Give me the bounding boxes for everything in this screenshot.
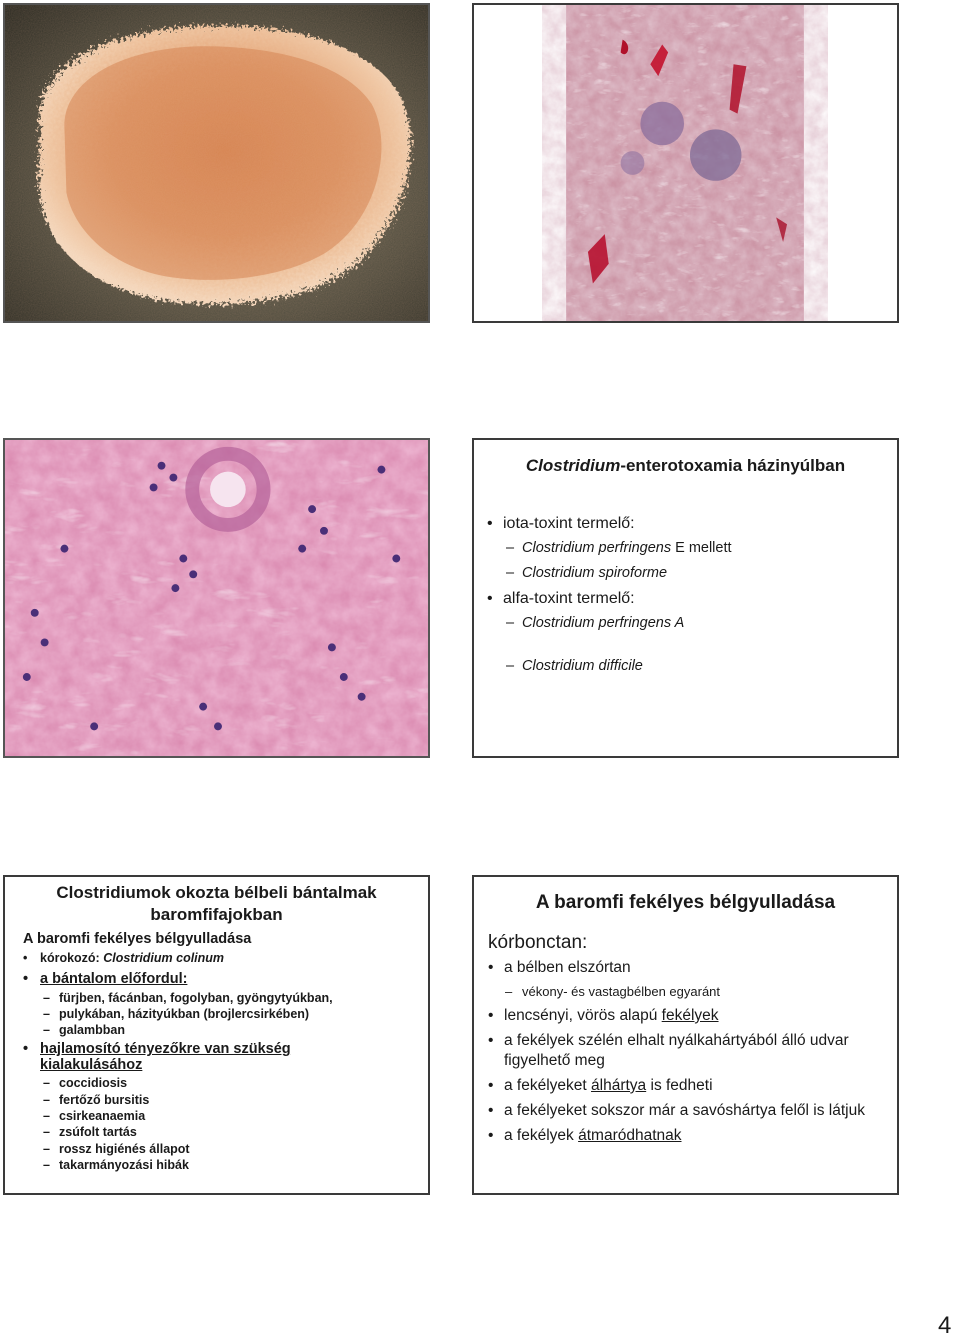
kidney-histology-low-mag-image — [474, 5, 897, 321]
bullet-item — [474, 1006, 897, 1026]
bullet-text: a fekélyek — [504, 1127, 579, 1144]
occurrence-item: – fürjben, fácánban, fogolyban, gyöngytyúkban, — [23, 990, 428, 1006]
bullet-pathogen — [23, 951, 428, 967]
sub-bullet — [474, 539, 897, 558]
occurrence-item: – pulykában, házityúkban (brojlercsirkében) — [23, 1006, 428, 1022]
title-italic-part: Clostridium — [525, 456, 621, 475]
bullet-predisposing-factors — [23, 1041, 428, 1073]
sub-bullet — [474, 614, 897, 633]
bullet-occurrence: • a bántalom előfordul: — [23, 971, 428, 987]
slide-ulcerative-enteritis-pathology — [472, 875, 899, 1195]
slide-title — [5, 882, 428, 926]
pathogen-name: Clostridium colinum — [103, 951, 225, 965]
title-line-1: Clostridiumok okozta bélbeli bántalmak — [56, 883, 377, 902]
factors-line-2: kialakulásához — [40, 1057, 143, 1074]
underlined-term: álhártya — [591, 1077, 647, 1094]
bullet-item — [474, 1126, 897, 1146]
factor-item: – rossz higiénés állapot — [23, 1141, 428, 1157]
slide-enterotoxemia-rabbit — [472, 438, 899, 758]
section-heading: A baromfi fekélyes bélgyulladása — [23, 931, 252, 947]
factors-line-1: • hajlamosító tényezőkre van szükség — [40, 1041, 291, 1058]
title-line-2: baromfifajokban — [150, 905, 283, 924]
sub-bullet — [474, 657, 897, 676]
organism-name: Clostridium perfringens A — [522, 615, 685, 631]
organism-name: Clostridium difficile — [522, 658, 643, 674]
slide-title: A baromfi fekélyes bélgyulladása — [535, 892, 836, 913]
slide-subtitle: kórbonctan: — [488, 932, 588, 953]
bullet-item: • a fekélyek szélén elhalt nyálkahártyából álló udvar figyelhető meg — [474, 1031, 897, 1071]
colony-photo-image — [5, 5, 428, 321]
kidney-histology-high-mag-image — [5, 440, 428, 756]
title-rest: -enterotoxamia házinyúlban — [620, 456, 846, 475]
slide-histology-low — [472, 3, 899, 323]
bullet-text: lencsényi, vörös alapú — [504, 1007, 662, 1024]
occurrence-item: – galambban — [23, 1022, 428, 1038]
factor-item: – takarmányozási hibák — [23, 1157, 428, 1173]
bullet-iota-toxin: • iota-toxint termelő: — [474, 514, 897, 534]
slide-clostridia-poultry — [3, 875, 430, 1195]
bullet-text: a fekélyeket — [504, 1077, 592, 1094]
underlined-term: fekélyek — [661, 1007, 719, 1024]
bullet-list — [474, 958, 897, 1146]
underlined-term: átmaródhatnak — [578, 1127, 682, 1144]
factor-item: – coccidiosis — [23, 1075, 428, 1091]
bullet-list — [474, 514, 897, 682]
sub-bullet: – vékony- és vastagbélben egyaránt — [474, 983, 897, 1001]
slide-body — [5, 930, 428, 1173]
slide-colony-photo — [3, 3, 430, 323]
bullet-item: • a bélben elszórtan — [474, 958, 897, 978]
organism-note: E mellett — [671, 540, 732, 556]
page-number: 4 — [938, 1312, 952, 1339]
bullet-item — [474, 1076, 897, 1096]
factor-item: – csirkeanaemia — [23, 1108, 428, 1124]
organism-name: Clostridium perfringens — [522, 540, 672, 556]
slide-title — [474, 456, 897, 476]
slide-histology-high — [3, 438, 430, 758]
factor-item: – fertőző bursitis — [23, 1092, 428, 1108]
bullet-text: is fedheti — [646, 1077, 713, 1094]
pathogen-label: kórokozó: — [40, 951, 104, 965]
factor-item: – zsúfolt tartás — [23, 1124, 428, 1140]
bullet-alpha-toxin: • alfa-toxint termelő: — [474, 589, 897, 609]
organism-name: Clostridium spiroforme — [522, 565, 668, 581]
bullet-item: • a fekélyeket sokszor már a savóshártya felől is látjuk — [474, 1101, 897, 1121]
sub-bullet — [474, 564, 897, 583]
